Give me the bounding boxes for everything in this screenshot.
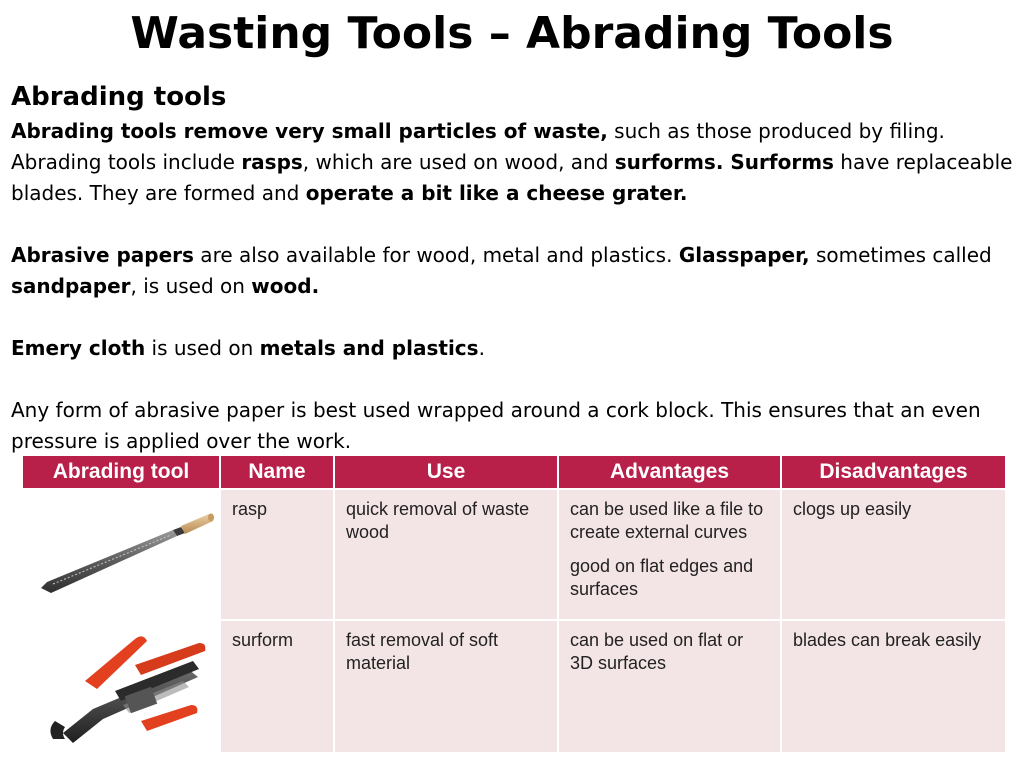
- header-abrading-tool: Abrading tool: [23, 456, 220, 489]
- header-use: Use: [334, 456, 558, 489]
- advantage-item: can be used like a file to create external curves: [570, 499, 764, 542]
- tool-disadvantages: clogs up easily: [781, 489, 1005, 620]
- main-content: [11, 80, 1016, 457]
- page-title: Wasting Tools – Abrading Tools: [130, 8, 894, 59]
- advantage-item: can be used on flat or 3D surfaces: [570, 630, 744, 673]
- tool-use: quick removal of waste wood: [334, 489, 558, 620]
- rasp-photo: [23, 490, 220, 619]
- section-heading: Abrading tools: [11, 82, 227, 112]
- table-row: [23, 620, 1005, 752]
- surform-photo: [23, 621, 220, 752]
- tool-name: rasp: [220, 489, 334, 620]
- tool-disadvantages: blades can break easily: [781, 620, 1005, 752]
- header-name: Name: [220, 456, 334, 489]
- tool-name: surform: [220, 620, 334, 752]
- paragraph-abrading-tools: Abrading tools remove very small particles of waste, such as those produced by filing. Abrading tools include rasps, which are used on wood, and surforms. Surforms have replaceable blades. They are formed and operate a bit like a cheese grater.: [11, 119, 1013, 205]
- surform-image-cell: [23, 620, 220, 752]
- tool-use: fast removal of soft material: [334, 620, 558, 752]
- header-advantages: Advantages: [558, 456, 781, 489]
- paragraph-abrasive-papers: Abrasive papers are also available for wood, metal and plastics. Glasspaper, sometimes called sandpaper, is used on wood.: [11, 243, 992, 298]
- tool-advantages: [558, 489, 781, 620]
- paragraph-emery-cloth: Emery cloth is used on metals and plastics.: [11, 336, 485, 360]
- header-disadvantages: Disadvantages: [781, 456, 1005, 489]
- paragraph-cork-block: Any form of abrasive paper is best used wrapped around a cork block. This ensures that an even pressure is applied over the work.: [11, 398, 981, 453]
- table-row: [23, 489, 1005, 620]
- abrading-tools-table: [23, 456, 1005, 752]
- advantage-item: good on flat edges and surfaces: [570, 556, 754, 599]
- tool-advantages: [558, 620, 781, 752]
- rasp-image-cell: [23, 489, 220, 620]
- table-header-row: [23, 456, 1005, 489]
